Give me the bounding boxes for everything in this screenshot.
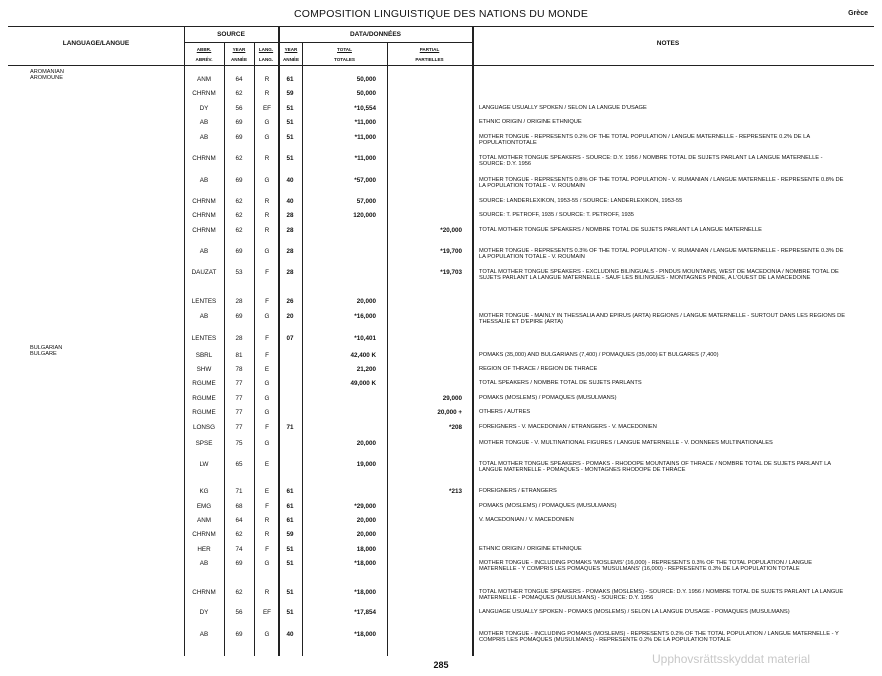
- cell-abbr: RGUME: [192, 409, 216, 416]
- cell-abbr: SPSE: [195, 440, 213, 447]
- cell-annee: 20: [286, 313, 294, 320]
- cell-total: *17,854: [354, 609, 376, 616]
- col-rule-total: [302, 42, 303, 656]
- header-abrev: ABRÉV.: [195, 57, 213, 62]
- cell-note: MOTHER TONGUE - REPRESENTS 0.3% OF THE TOTAL POPULATION - V. RUMANIAN / LANGUE MATERNELLE - REPRESENTE 0.3% DE LA POPULATION TOTALE - V. ROUMAIN: [479, 248, 844, 261]
- header-partial: PARTIAL: [419, 47, 440, 52]
- cell-year: 77: [235, 395, 243, 402]
- cell-lang: G: [264, 380, 270, 387]
- cell-abbr: CHRNM: [192, 155, 216, 162]
- cell-total: 20,000: [356, 298, 376, 305]
- header-totales: TOTALES: [333, 57, 355, 62]
- cell-lang: G: [264, 395, 270, 402]
- cell-lang: F: [265, 503, 269, 510]
- cell-lang: EF: [262, 609, 272, 616]
- cell-total: 20,000: [356, 440, 376, 447]
- cell-lang: R: [264, 76, 270, 83]
- cell-note: SOURCE: LANDERLEXIKON, 1953-55 / SOURCE: LANDERLEXIKON, 1953-55: [479, 198, 683, 204]
- cell-note: SOURCE: T. PETROFF, 1935 / SOURCE: T. PETROFF, 1935: [479, 212, 634, 218]
- cell-annee: 28: [286, 227, 294, 234]
- cell-total: 50,000: [356, 76, 376, 83]
- cell-lang: F: [265, 424, 269, 431]
- cell-partial: *208: [449, 424, 462, 431]
- cell-annee: 51: [286, 609, 294, 616]
- cell-annee: 61: [286, 517, 294, 524]
- cell-note: FOREIGNERS / ETRANGERS: [479, 488, 557, 494]
- cell-note: POMAKS (MOSLEMS) / POMAQUES (MUSULMANS): [479, 395, 617, 401]
- cell-note: V. MACEDONIAN / V. MACEDONIEN: [479, 517, 574, 523]
- cell-year: 56: [235, 105, 243, 112]
- cell-total: 20,000: [356, 531, 376, 538]
- cell-total: 42,400 K: [350, 352, 376, 359]
- cell-total: 120,000: [353, 212, 376, 219]
- cell-year: 69: [235, 313, 243, 320]
- cell-note: FOREIGNERS - V. MACEDONIAN / ETRANGERS - V. MACEDONIEN: [479, 424, 657, 430]
- cell-lang: G: [264, 440, 270, 447]
- cell-lang: F: [265, 269, 269, 276]
- cell-annee: 61: [286, 76, 294, 83]
- cell-year: 69: [235, 248, 243, 255]
- language-alt-name: AROMOUNE: [30, 75, 63, 82]
- cell-abbr: AB: [199, 313, 209, 320]
- cell-year: 68: [235, 503, 243, 510]
- cell-note: TOTAL SPEAKERS / NOMBRE TOTAL DE SUJETS PARLANTS: [479, 380, 642, 386]
- cell-abbr: CHRNM: [192, 227, 216, 234]
- cell-year: 64: [235, 76, 243, 83]
- cell-annee: 40: [286, 631, 294, 638]
- cell-abbr: AB: [199, 177, 209, 184]
- cell-abbr: LONSG: [192, 424, 216, 431]
- cell-partial: 29,000: [442, 395, 462, 402]
- cell-lang: R: [264, 517, 270, 524]
- cell-abbr: ANM: [197, 76, 211, 83]
- cell-note: REGION OF THRACE / REGION DE THRACE: [479, 366, 598, 372]
- cell-annee: 40: [286, 198, 294, 205]
- cell-abbr: AB: [199, 134, 209, 141]
- cell-annee: 51: [286, 119, 294, 126]
- cell-year: 71: [235, 488, 243, 495]
- cell-lang: G: [264, 119, 270, 126]
- language-bulgarian: [30, 345, 62, 358]
- cell-annee: 26: [286, 298, 294, 305]
- cell-partial: *213: [449, 488, 462, 495]
- cell-annee: 51: [286, 155, 294, 162]
- cell-year: 77: [235, 424, 243, 431]
- language-alt-name: BULGARE: [30, 351, 57, 358]
- cell-abbr: RGUME: [192, 380, 216, 387]
- cell-year: 28: [235, 298, 243, 305]
- cell-abbr: CHRNM: [192, 589, 216, 596]
- cell-lang: G: [264, 560, 270, 567]
- cell-year: 56: [235, 609, 243, 616]
- cell-lang: G: [264, 134, 270, 141]
- cell-abbr: CHRNM: [192, 531, 216, 538]
- cell-lang: G: [264, 631, 270, 638]
- cell-note: LANGUAGE USUALLY SPOKEN / SELON LA LANGUE D'USAGE: [479, 105, 647, 111]
- cell-partial: *20,000: [440, 227, 462, 234]
- cell-lang: R: [264, 589, 270, 596]
- cell-annee: 28: [286, 248, 294, 255]
- cell-annee: 59: [286, 90, 294, 97]
- header-bottom-rule: [8, 65, 874, 66]
- cell-note: ETHNIC ORIGIN / ORIGINE ETHNIQUE: [479, 546, 582, 552]
- cell-lang: F: [265, 298, 269, 305]
- cell-abbr: AB: [199, 119, 209, 126]
- cell-lang: E: [264, 461, 270, 468]
- cell-note: MOTHER TONGUE - REPRESENTS 0.8% OF THE TOTAL POPULATION - V. RUMANIAN / LANGUE MATERNELLE - REPRESENTE 0.8% DE LA POPULATION TOTALE - V. ROUMAIN: [479, 177, 844, 190]
- header-data: DATA/DONNÉES: [349, 31, 402, 38]
- cell-total: *18,000: [354, 589, 376, 596]
- cell-annee: 71: [286, 424, 294, 431]
- cell-note: MOTHER TONGUE - V. MULTINATIONAL FIGURES / LANGUE MATERNELLE - V. DONNEES MULTINATIONALES: [479, 440, 773, 446]
- cell-abbr: AB: [199, 248, 209, 255]
- cell-abbr: DY: [199, 609, 209, 616]
- cell-year: 62: [235, 531, 243, 538]
- cell-lang: G: [264, 177, 270, 184]
- cell-lang: R: [264, 155, 270, 162]
- cell-partial: *19,703: [440, 269, 462, 276]
- header-language: LANGUAGE/LANGUE: [62, 40, 130, 47]
- cell-annee: 61: [286, 488, 294, 495]
- cell-annee: 51: [286, 105, 294, 112]
- cell-year: 69: [235, 560, 243, 567]
- header-annee: ANNÉE: [230, 57, 248, 62]
- cell-lang: E: [264, 366, 270, 373]
- header-mid-rule: [184, 42, 472, 43]
- cell-abbr: CHRNM: [192, 198, 216, 205]
- language-name: BULGARIAN: [30, 345, 63, 351]
- cell-year: 62: [235, 212, 243, 219]
- cell-partial: 20,000 +: [437, 409, 462, 416]
- cell-lang: G: [264, 248, 270, 255]
- cell-total: *11,000: [354, 134, 376, 141]
- language-name: AROMANIAN: [30, 69, 64, 75]
- cell-annee: 61: [286, 503, 294, 510]
- cell-note: ETHNIC ORIGIN / ORIGINE ETHNIQUE: [479, 119, 582, 125]
- cell-total: *11,000: [354, 119, 376, 126]
- cell-total: *11,000: [354, 155, 376, 162]
- cell-partial: *19,700: [440, 248, 462, 255]
- header-lang2: LANG.: [258, 57, 274, 62]
- cell-total: 20,000: [356, 517, 376, 524]
- cell-year: 62: [235, 589, 243, 596]
- cell-year: 69: [235, 177, 243, 184]
- cell-abbr: DY: [199, 105, 209, 112]
- header-year: YEAR: [232, 47, 246, 52]
- cell-abbr: CHRNM: [192, 90, 216, 97]
- cell-total: *10,401: [354, 335, 376, 342]
- cell-lang: F: [265, 546, 269, 553]
- cell-year: 69: [235, 134, 243, 141]
- cell-abbr: AB: [199, 560, 209, 567]
- header-source: SOURCE: [217, 31, 245, 38]
- cell-abbr: SBRL: [195, 352, 213, 359]
- cell-annee: 07: [286, 335, 294, 342]
- cell-abbr: RGUME: [192, 395, 216, 402]
- cell-note: TOTAL MOTHER TONGUE SPEAKERS - SOURCE: D.Y. 1956 / NOMBRE TOTAL DE SUJETS PARLANT LA LANGUE MATERNELLE - SOURCE: D.Y. 1956: [479, 155, 823, 168]
- header-abbr: ABBR.: [196, 47, 212, 52]
- header-lang: LANG.: [258, 47, 274, 52]
- cell-year: 77: [235, 409, 243, 416]
- cell-abbr: ANM: [197, 517, 211, 524]
- cell-lang: EF: [262, 105, 272, 112]
- cell-total: 57,000: [356, 198, 376, 205]
- header-year2: YEAR: [284, 47, 298, 52]
- cell-lang: R: [264, 227, 270, 234]
- cell-total: 50,000: [356, 90, 376, 97]
- cell-note: MOTHER TONGUE - REPRESENTS 0.2% OF THE TOTAL POPULATION / LANGUE MATERNELLE - REPRESENTE 0.2% DE LA POPULATIONTOTALE: [479, 134, 810, 147]
- cell-abbr: AB: [199, 631, 209, 638]
- cell-abbr: EMG: [196, 503, 212, 510]
- cell-year: 64: [235, 517, 243, 524]
- cell-total: 49,000 K: [350, 380, 376, 387]
- cell-abbr: DAUZAT: [191, 269, 217, 276]
- cell-total: *16,000: [354, 313, 376, 320]
- cell-year: 74: [235, 546, 243, 553]
- cell-year: 77: [235, 380, 243, 387]
- cell-lang: E: [264, 488, 270, 495]
- cell-total: *29,000: [354, 503, 376, 510]
- cell-abbr: HER: [197, 546, 211, 553]
- cell-note: TOTAL MOTHER TONGUE SPEAKERS - EXCLUDING BILINGUALS - PINDUS MOUNTAINS, WEST DE MACEDONIA / NOMBRE TOTAL DE SUJETS PARLANT LA LANGUE MATERNELLE - SAUF LES BILINGUES - MONTAGNES PINDE, A L'OUEST DE LA MACEDOINE: [479, 269, 839, 282]
- cell-total: *18,000: [354, 560, 376, 567]
- cell-total: *57,000: [354, 177, 376, 184]
- cell-total: *18,000: [354, 631, 376, 638]
- cell-note: MOTHER TONGUE - INCLUDING POMAKS (MOSLEMS) - REPRESENTS 0.2% OF THE TOTAL POPULATION / LANGUE MATERNELLE - Y COMPRIS LES POMAQUES (MUSULMANS) - REPRESENTE 0.2% DE LA POPULATION TOTALE: [479, 631, 839, 644]
- cell-year: 65: [235, 461, 243, 468]
- cell-abbr: LENTES: [191, 298, 217, 305]
- page-title: COMPOSITION LINGUISTIQUE DES NATIONS DU MONDE: [293, 8, 589, 20]
- cell-note: TOTAL MOTHER TONGUE SPEAKERS - POMAKS (MOSLEMS) - SOURCE: D.Y. 1956 / NOMBRE TOTAL DE SUJETS PARLANT LA LANGUE MATERNELLE - POMAQUES (MUSULMANS) - SOURCE: D.Y. 1956: [479, 589, 844, 602]
- cell-annee: 28: [286, 269, 294, 276]
- cell-year: 62: [235, 198, 243, 205]
- cell-abbr: SHW: [196, 366, 212, 373]
- language-aromanian: [30, 69, 64, 82]
- cell-abbr: KG: [199, 488, 209, 495]
- col-rule-notes: [472, 26, 474, 656]
- header-partielles: PARTIELLES: [415, 57, 444, 62]
- watermark: Upphovsrättsskyddat material: [652, 652, 811, 666]
- cell-year: 81: [235, 352, 243, 359]
- cell-lang: R: [264, 90, 270, 97]
- cell-note: TOTAL MOTHER TONGUE SPEAKERS - POMAKS - RHODOPE MOUNTAINS OF THRACE / NOMBRE TOTAL DE SUJETS PARLANT LA LANGUE MATERNELLE - POMAQUES - MONTAGNES RHODOPE DE THRACE: [479, 461, 831, 474]
- cell-year: 69: [235, 119, 243, 126]
- cell-total: 18,000: [356, 546, 376, 553]
- cell-lang: G: [264, 409, 270, 416]
- cell-total: 21,200: [356, 366, 376, 373]
- cell-annee: 28: [286, 212, 294, 219]
- cell-year: 78: [235, 366, 243, 373]
- cell-lang: R: [264, 198, 270, 205]
- cell-annee: 51: [286, 134, 294, 141]
- cell-annee: 51: [286, 589, 294, 596]
- cell-note: MOTHER TONGUE - MAINLY IN THESSALIA AND EPIRUS (ARTA) REGIONS / LANGUE MATERNELLE - SURTOUT DANS LES REGIONS DE THESSALIE ET D'EPIRE (ARTA): [479, 313, 846, 326]
- cell-lang: F: [265, 335, 269, 342]
- col-rule-abbr: [184, 26, 185, 656]
- cell-note: POMAKS (35,000) AND BULGARIANS (7,400) / POMAQUES (35,000) ET BULGARES (7,400): [479, 352, 719, 358]
- cell-year: 69: [235, 631, 243, 638]
- cell-lang: R: [264, 531, 270, 538]
- header-notes: NOTES: [656, 40, 680, 47]
- cell-lang: G: [264, 313, 270, 320]
- cell-annee: 51: [286, 560, 294, 567]
- cell-total: *10,554: [354, 105, 376, 112]
- cell-note: OTHERS / AUTRES: [479, 409, 531, 415]
- cell-abbr: LW: [199, 461, 209, 468]
- cell-note: LANGUAGE USUALLY SPOKEN - POMAKS (MOSLEMS) / SELON LA LANGUE D'USAGE - POMAQUES (MUSULMANS): [479, 609, 790, 615]
- cell-note: POMAKS (MOSLEMS) / POMAQUES (MUSULMANS): [479, 503, 617, 509]
- cell-year: 75: [235, 440, 243, 447]
- country-label: Grèce: [848, 10, 868, 17]
- col-rule-year: [224, 42, 225, 656]
- cell-note: MOTHER TONGUE - INCLUDING POMAKS 'MOSLEMS' (16,000) - REPRESENTS 0.3% OF THE TOTAL POPULATION / LANGUE MATERNELLE - Y COMPRIS LES POMAQUES 'MUSULMANS' (16,000) - REPRESENTE 0.3% DE LA POPULATION TOTALE: [479, 560, 813, 573]
- cell-year: 53: [235, 269, 243, 276]
- cell-year: 28: [235, 335, 243, 342]
- cell-lang: R: [264, 212, 270, 219]
- cell-year: 62: [235, 155, 243, 162]
- header-annee2: ANNÉE: [282, 57, 300, 62]
- cell-annee: 40: [286, 177, 294, 184]
- cell-annee: 51: [286, 546, 294, 553]
- cell-abbr: CHRNM: [192, 212, 216, 219]
- col-rule-partial: [387, 42, 388, 656]
- cell-year: 62: [235, 90, 243, 97]
- cell-abbr: LENTES: [191, 335, 217, 342]
- page-number: 285: [433, 660, 449, 670]
- cell-note: TOTAL MOTHER TONGUE SPEAKERS / NOMBRE TOTAL DE SUJETS PARLANT LA LANGUE MATERNELLE: [479, 227, 762, 233]
- header-total: TOTAL: [337, 47, 352, 52]
- cell-annee: 59: [286, 531, 294, 538]
- cell-lang: F: [265, 352, 269, 359]
- header-top-rule: [8, 26, 874, 27]
- col-rule-lang: [254, 42, 255, 656]
- cell-total: 19,000: [356, 461, 376, 468]
- cell-year: 62: [235, 227, 243, 234]
